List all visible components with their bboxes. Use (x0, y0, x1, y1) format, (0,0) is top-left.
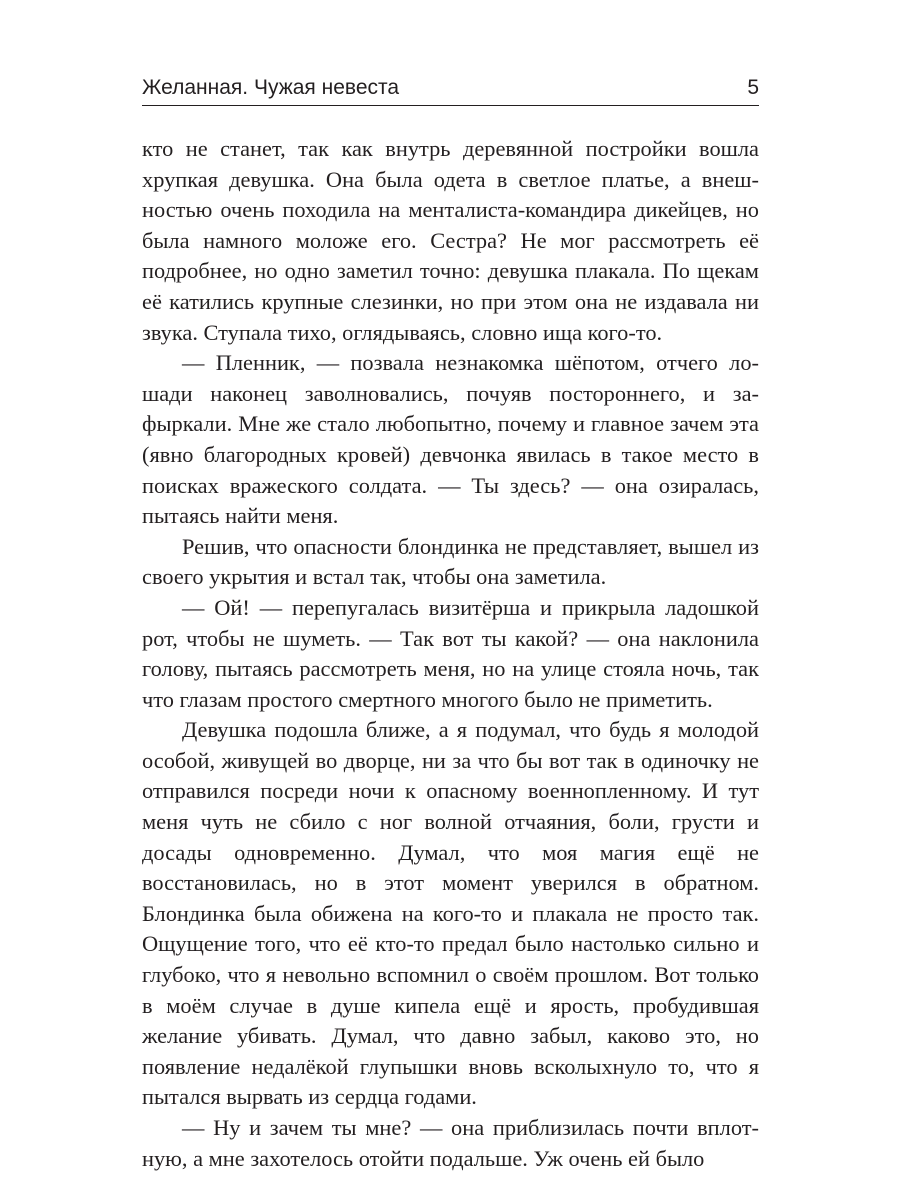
text-line: шлом. Вот только в моём случае в душе кипела ещё и ярость, (142, 962, 760, 1018)
text-line: — Ну и зачем ты мне? — она приблизилась почти вплот (182, 1115, 759, 1140)
paragraph-1 (142, 134, 759, 348)
text-line: грусти и досады одновременно. Думал, что моя магия ещё (142, 809, 759, 865)
text-line: Девушка подошла ближе, а я подумал, что будь я моло (182, 717, 725, 743)
text-line: ночку не отправился посреди ночи к опасному военноплен (142, 747, 759, 804)
running-head (142, 74, 759, 102)
text-line: кто не станет, так как внутрь деревянной постройки вошла (142, 136, 759, 161)
text-line: голову, пытаясь рассмотреть меня, но на улице стояла ночь, (142, 656, 722, 682)
paragraph-6 (142, 1113, 759, 1174)
paragraph-4 (142, 593, 759, 715)
text-line: сильно и глубоко, что я невольно вспомнил о своём про (142, 931, 759, 988)
text-line: шади наконец заволновались, почуяв постороннего, и за (142, 380, 759, 406)
paragraph-2 (142, 348, 759, 532)
text-line: пробудившая желание убивать. Думал, что давно забыл, ка (142, 992, 759, 1049)
text-line: ному. И тут меня чуть не сбило с ног волной отчаяния, боли, (142, 778, 760, 835)
text-line: не восстановилась, но в этот момент уверился в обратном. (142, 839, 759, 896)
text-line: — Ой! — перепугалась визитёрша и прикрыла ладошкой (182, 594, 759, 620)
text-line: хнуло то, что я пытался вырвать из сердца годами. (142, 1053, 760, 1110)
text-line: фыркали. Мне же стало любопытно, почему и главное за (142, 411, 688, 437)
text-line: тить. (665, 686, 713, 712)
text-line: словно ища кого-то. (471, 319, 663, 345)
text-line: чем эта (явно благородных кровей) девчонка явилась (142, 411, 759, 467)
paragraph-3 (142, 532, 759, 593)
text-line: так. Ощущение того, что её кто-то предал было настолько (142, 900, 759, 957)
text-line: она озиралась, пытаясь найти меня. (142, 472, 759, 529)
text-line: — Пленник, — позвала незнакомка шёпотом, отчего ло (182, 350, 759, 376)
text-line: ково это, но появление недалёкой глупышки вновь всколы (142, 1023, 759, 1079)
text-line: шел из своего укрытия и встал так, чтобы она заметила. (142, 533, 759, 590)
paragraph-5 (142, 715, 759, 1113)
text-line: ную, а мне захотелось отойти подальше. Уж очень ей было (142, 1145, 705, 1171)
text-line: цев, но была намного моложе его. Сестра? Не мог рассмо (142, 197, 759, 253)
text-line: этом она не издавала ни звука. Ступала тихо, оглядываясь, (142, 288, 759, 345)
text-line: дой особой, живущей во дворце, ни за что бы вот так в оди (142, 717, 759, 773)
page-number: 5 (747, 76, 759, 99)
text-line: ностью очень походила на менталиста-командира дикей (142, 197, 690, 223)
text-line: в такое место в поисках вражеского солдата. — Ты здесь? — (142, 441, 759, 498)
text-line: Решив, что опасности блондинка не представляет, вы (182, 533, 694, 559)
text-line: треть её подробнее, но одно заметил точно: девушка (142, 227, 759, 284)
text-line: плакала. По щекам её катились крупные слезинки, но при (142, 258, 759, 314)
text-line: рот, чтобы не шуметь. — Так вот ты какой? — она наклонила (142, 625, 759, 651)
text-line: хрупкая девушка. Она была одета в светлое платье, а внеш (142, 166, 759, 192)
running-title: Желанная. Чужая невеста (142, 76, 400, 99)
text-line: Блондинка была обижена на кого-то и плакала не просто (142, 900, 714, 926)
body-text (142, 134, 759, 1174)
text-line: так что глазам простого смертного многого было не приме (142, 656, 759, 712)
header-rule (142, 105, 759, 106)
